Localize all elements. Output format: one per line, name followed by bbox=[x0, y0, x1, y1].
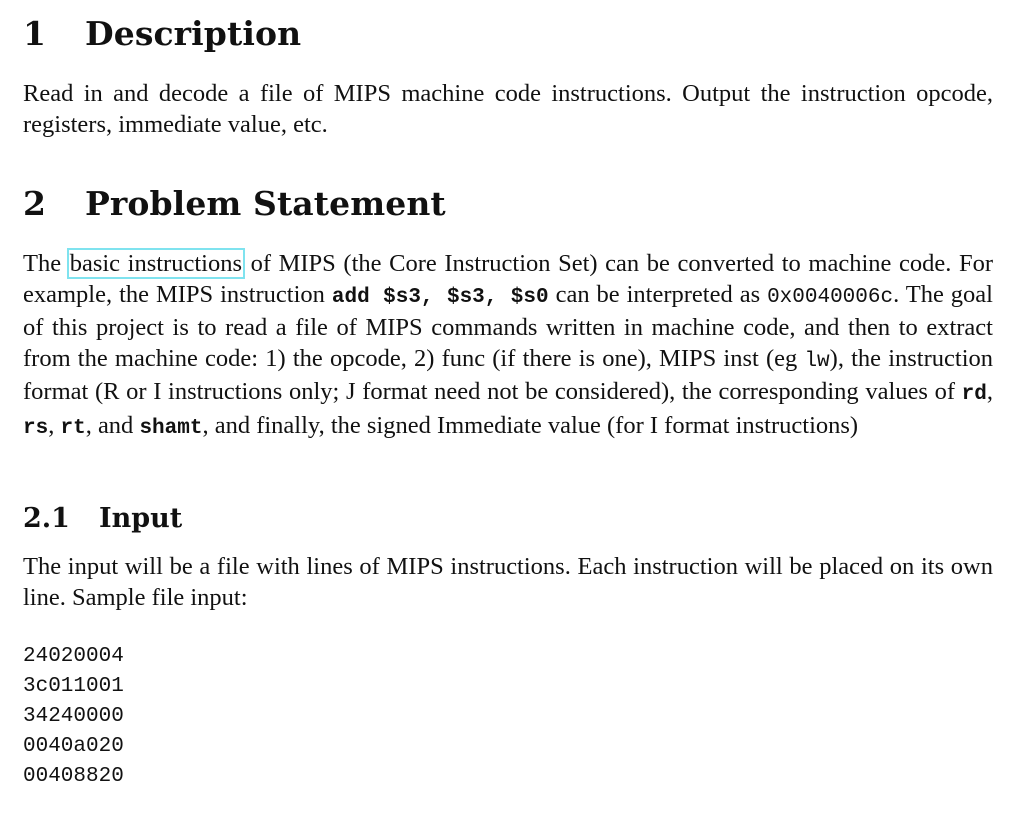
section-2-1-title: Input bbox=[99, 503, 183, 534]
sample-input-line: 34240000 bbox=[23, 705, 124, 728]
section-1-paragraph: Read in and decode a file of MIPS machine code instructions. Output the instruction opcode, registers, immediate value, etc. bbox=[23, 80, 993, 138]
inst-example-lw: lw bbox=[804, 349, 830, 373]
section-2-1-paragraph: The input will be a file with lines of MIPS instructions. Each instruction will be placed on its own line. Sample file input: bbox=[23, 553, 993, 611]
sample-input-line: 24020004 bbox=[23, 645, 124, 668]
text-fragment: . The goal of this project is to read a file of MIPS commands written in machine code, and then to extract from the machine code: 1) the opcode, 2) func (if there is one), MIPS inst (eg bbox=[23, 280, 993, 372]
text-fragment: , bbox=[48, 411, 61, 439]
section-2-1-heading bbox=[23, 502, 182, 536]
text-fragment: ), the instruction format (R or I instructions only; J format need not be considered), the corresponding values of bbox=[23, 344, 994, 405]
sample-input-line: 00408820 bbox=[23, 765, 124, 788]
text-fragment: , bbox=[986, 378, 993, 405]
section-2-heading bbox=[23, 184, 446, 224]
code-example-add: add $s3, $s3, $s0 bbox=[331, 285, 549, 309]
text-fragment: , and bbox=[85, 411, 140, 439]
text-fragment: The bbox=[23, 250, 69, 277]
sample-input-block bbox=[23, 642, 124, 792]
field-rt: rt bbox=[60, 416, 86, 440]
text-fragment: can be interpreted as bbox=[548, 280, 768, 308]
section-2-number: 2 bbox=[23, 184, 47, 223]
basic-instructions-link[interactable]: basic instructions bbox=[69, 250, 242, 277]
text-fragment: of MIPS (the Core Instruction Set) can be converted to machine code. For example, the MIPS instruction bbox=[23, 250, 993, 308]
sample-input-line: 0040a020 bbox=[23, 735, 124, 758]
field-rd: rd bbox=[961, 383, 987, 406]
text-fragment: , and finally, the signed Immediate value (for I format instructions) bbox=[202, 411, 859, 439]
section-1-heading bbox=[23, 14, 301, 54]
section-1-title: Description bbox=[85, 14, 302, 53]
section-2-1-number: 2.1 bbox=[23, 503, 70, 534]
field-shamt: shamt bbox=[139, 416, 203, 440]
field-rs: rs bbox=[23, 416, 49, 440]
section-2-paragraph bbox=[23, 249, 993, 444]
sample-input-line: 3c011001 bbox=[23, 675, 124, 698]
hex-example: 0x0040006c bbox=[767, 285, 894, 309]
section-2-title: Problem Statement bbox=[85, 184, 446, 223]
section-1-number: 1 bbox=[23, 14, 47, 53]
